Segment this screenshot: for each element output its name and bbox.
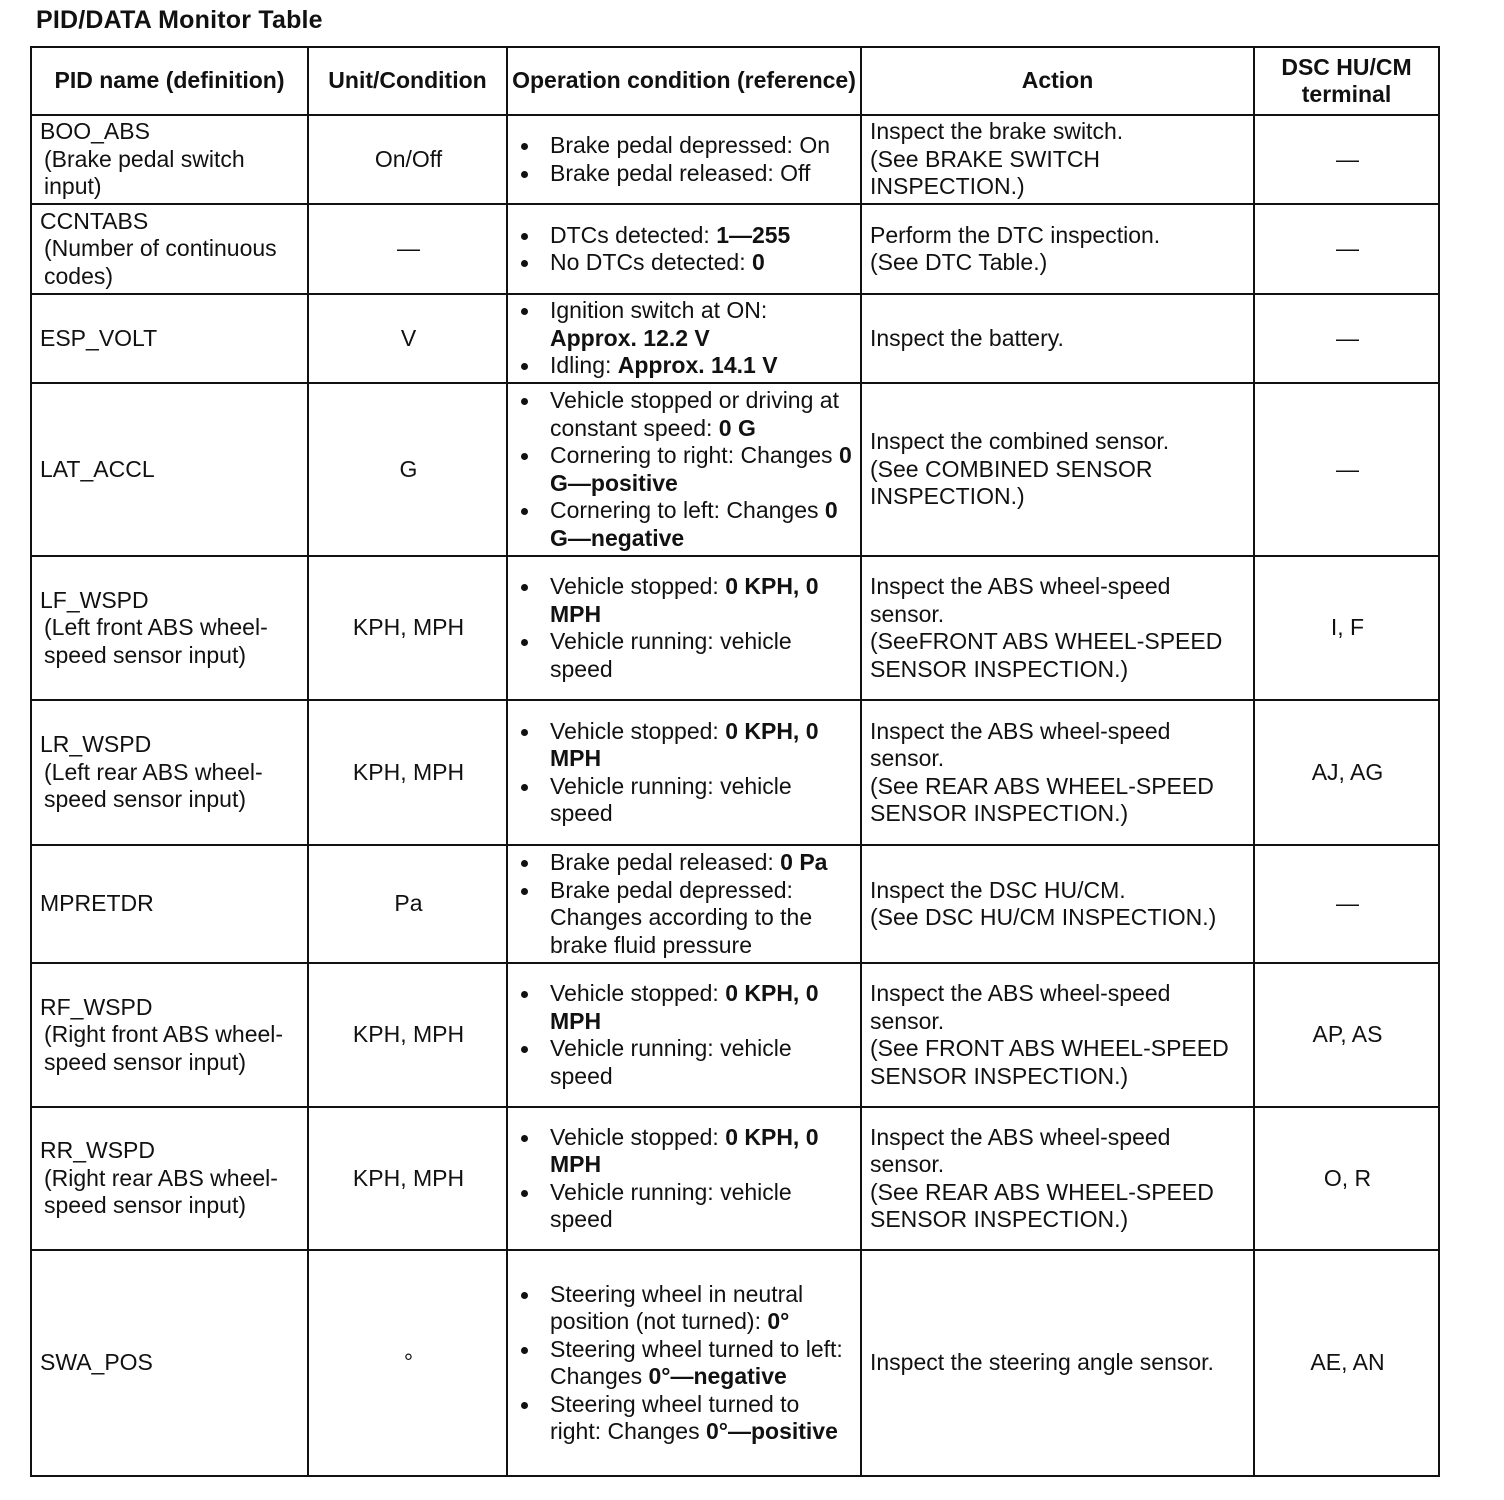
action-line: Inspect the steering angle sensor. — [870, 1349, 1214, 1376]
pid-name: LR_WSPD — [40, 731, 152, 758]
header-terminal: DSC HU/CM terminal — [1254, 47, 1439, 115]
terminal-cell: AP, AS — [1254, 963, 1439, 1107]
condition-text: Brake pedal released: Off — [550, 159, 811, 186]
condition-list — [516, 297, 854, 380]
table-body — [31, 115, 1439, 1476]
header-unit-condition: Unit/Condition — [308, 47, 507, 115]
pid-definition: (Left front ABS wheel-speed sensor input) — [44, 614, 268, 668]
operation-condition-cell — [507, 294, 861, 383]
action-cell — [861, 204, 1254, 294]
condition-text: Vehicle running: vehicle speed — [550, 628, 792, 682]
condition-list — [516, 1281, 854, 1446]
action-line: (See COMBINED SENSOR INSPECTION.) — [870, 455, 1153, 510]
operation-condition-cell — [507, 204, 861, 294]
condition-text: Steering wheel turned to left: Changes — [550, 1335, 843, 1389]
condition-item — [516, 849, 854, 877]
condition-value: Approx. 14.1 V — [617, 352, 778, 379]
pid-name: BOO_ABS — [40, 118, 150, 145]
pid-name-cell — [31, 1107, 308, 1250]
pid-name-cell — [31, 556, 308, 700]
header-row — [31, 47, 1439, 115]
operation-condition-cell — [507, 845, 861, 963]
condition-text: Vehicle stopped or driving at constant speed: — [550, 387, 839, 441]
unit-cell: On/Off — [308, 115, 507, 204]
action-line: Inspect the ABS wheel-speed sensor. — [870, 980, 1171, 1034]
table-row — [31, 1107, 1439, 1250]
condition-value: 0 KPH, 0 MPH — [550, 573, 819, 627]
action-line: Perform the DTC inspection. — [870, 221, 1161, 248]
condition-text: Ignition switch at ON: — [550, 297, 768, 324]
terminal-cell: I, F — [1254, 556, 1439, 700]
condition-text: Cornering to left: Changes — [550, 497, 825, 523]
condition-value: 0 G—negative — [550, 497, 838, 551]
condition-text: Brake pedal released: — [550, 849, 781, 875]
action-line: Inspect the DSC HU/CM. — [870, 876, 1126, 903]
pid-definition: (Brake pedal switch input) — [44, 145, 245, 200]
unit-cell: KPH, MPH — [308, 556, 507, 700]
action-line: (See REAR ABS WHEEL-SPEED SENSOR INSPECTION.) — [870, 1178, 1214, 1232]
condition-value: Approx. 12.2 V — [550, 324, 710, 351]
action-line: (See DTC Table.) — [870, 249, 1048, 275]
condition-item — [516, 497, 854, 552]
condition-text: Vehicle stopped: — [550, 717, 726, 744]
header-pid-name: PID name (definition) — [31, 47, 308, 115]
action-line: (See REAR ABS WHEEL-SPEED SENSOR INSPECTION.) — [870, 772, 1214, 826]
condition-text: DTCs detected: — [550, 221, 717, 248]
pid-name-cell — [31, 383, 308, 556]
table-row — [31, 845, 1439, 963]
condition-text: Brake pedal depressed: Changes according to the brake fluid pressure — [550, 876, 813, 958]
operation-condition-cell — [507, 1107, 861, 1250]
terminal-cell: — — [1254, 383, 1439, 556]
pid-name: RF_WSPD — [40, 993, 153, 1020]
operation-condition-cell — [507, 1250, 861, 1476]
terminal-cell: — — [1254, 845, 1439, 963]
action-line: Inspect the combined sensor. — [870, 428, 1170, 455]
action-line: Inspect the ABS wheel-speed sensor. — [870, 717, 1171, 771]
table-row — [31, 556, 1439, 700]
condition-value: 0 G—positive — [550, 442, 852, 496]
pid-name: CCNTABS — [40, 207, 149, 234]
unit-cell: ° — [308, 1250, 507, 1476]
condition-text: Vehicle running: vehicle speed — [550, 1035, 792, 1089]
table-row — [31, 963, 1439, 1107]
table-row — [31, 294, 1439, 383]
condition-text: Steering wheel in neutral position (not turned): — [550, 1280, 804, 1334]
condition-item — [516, 773, 854, 828]
terminal-cell: — — [1254, 204, 1439, 294]
pid-name: MPRETDR — [40, 890, 154, 917]
pid-name: ESP_VOLT — [40, 324, 158, 351]
pid-definition: (Right rear ABS wheel-speed sensor input) — [44, 1164, 278, 1219]
table-row — [31, 383, 1439, 556]
pid-name-cell — [31, 204, 308, 294]
condition-list — [516, 718, 854, 828]
action-cell — [861, 115, 1254, 204]
condition-list — [516, 1124, 854, 1234]
condition-text: Brake pedal depressed: On — [550, 132, 831, 158]
condition-item — [516, 249, 854, 277]
action-line: Inspect the battery. — [870, 324, 1064, 351]
table-row — [31, 1250, 1439, 1476]
condition-item — [516, 980, 854, 1035]
unit-cell: Pa — [308, 845, 507, 963]
pid-definition: (Right front ABS wheel-speed sensor input) — [44, 1021, 284, 1075]
action-line: Inspect the brake switch. — [870, 118, 1124, 145]
unit-cell: G — [308, 383, 507, 556]
condition-list — [516, 387, 854, 552]
pid-name-cell — [31, 700, 308, 845]
unit-cell: — — [308, 204, 507, 294]
action-line: (See BRAKE SWITCH INSPECTION.) — [870, 145, 1101, 200]
terminal-cell: — — [1254, 115, 1439, 204]
pid-name: SWA_POS — [40, 1349, 153, 1376]
unit-cell: V — [308, 294, 507, 383]
condition-list — [516, 132, 854, 187]
pid-name: RR_WSPD — [40, 1137, 156, 1164]
page-title: PID/DATA Monitor Table — [36, 6, 323, 34]
condition-value: 0° — [767, 1308, 790, 1334]
condition-text: Vehicle stopped: — [550, 1123, 726, 1150]
condition-value: 0 Pa — [780, 849, 828, 875]
action-line: Inspect the ABS wheel-speed sensor. — [870, 573, 1171, 627]
terminal-cell: O, R — [1254, 1107, 1439, 1250]
action-line: (SeeFRONT ABS WHEEL-SPEED SENSOR INSPECTION.) — [870, 628, 1223, 682]
condition-value: 1—255 — [716, 221, 791, 248]
operation-condition-cell — [507, 383, 861, 556]
condition-text: Cornering to right: Changes — [550, 442, 839, 468]
condition-text: Vehicle running: vehicle speed — [550, 1178, 792, 1232]
condition-value: 0 — [751, 249, 765, 275]
condition-list — [516, 849, 854, 959]
action-line: Inspect the ABS wheel-speed sensor. — [870, 1123, 1171, 1177]
condition-item — [516, 573, 854, 628]
action-line: (See FRONT ABS WHEEL-SPEED SENSOR INSPECTION.) — [870, 1035, 1229, 1089]
action-line: (See DSC HU/CM INSPECTION.) — [870, 904, 1217, 930]
pid-name-cell — [31, 294, 308, 383]
condition-text: Idling: — [550, 352, 618, 379]
condition-item — [516, 222, 854, 250]
terminal-cell: — — [1254, 294, 1439, 383]
operation-condition-cell — [507, 115, 861, 204]
condition-list — [516, 573, 854, 683]
condition-list — [516, 222, 854, 277]
unit-cell: KPH, MPH — [308, 700, 507, 845]
condition-text: Steering wheel turned to right: Changes — [550, 1390, 800, 1444]
condition-value: 0 KPH, 0 MPH — [550, 980, 819, 1034]
header-operation-condition: Operation condition (reference) — [507, 47, 861, 115]
pid-name: LAT_ACCL — [40, 455, 155, 482]
action-cell — [861, 294, 1254, 383]
operation-condition-cell — [507, 556, 861, 700]
pid-definition: (Number of continuous codes) — [44, 235, 277, 289]
condition-item — [516, 1035, 854, 1090]
condition-item — [516, 132, 854, 160]
condition-item — [516, 442, 854, 497]
condition-list — [516, 980, 854, 1090]
pid-name-cell — [31, 115, 308, 204]
action-cell — [861, 700, 1254, 845]
condition-text: Vehicle stopped: — [550, 573, 726, 599]
terminal-cell: AJ, AG — [1254, 700, 1439, 845]
pid-name-cell — [31, 845, 308, 963]
condition-value: 0 KPH, 0 MPH — [550, 1123, 819, 1177]
pid-name-cell — [31, 963, 308, 1107]
table-row — [31, 204, 1439, 294]
condition-text: No DTCs detected: — [550, 249, 752, 275]
condition-value: 0°—positive — [705, 1418, 838, 1444]
action-cell — [861, 963, 1254, 1107]
condition-text: Vehicle stopped: — [550, 980, 726, 1006]
pid-definition: (Left rear ABS wheel-speed sensor input) — [44, 758, 263, 813]
condition-item — [516, 352, 854, 380]
condition-value: 0 G — [718, 414, 756, 441]
pid-name-cell — [31, 1250, 308, 1476]
condition-value: 0°—negative — [648, 1363, 787, 1389]
header-action: Action — [861, 47, 1254, 115]
action-cell — [861, 1250, 1254, 1476]
condition-item — [516, 628, 854, 683]
action-cell — [861, 383, 1254, 556]
condition-item — [516, 297, 854, 352]
pid-data-monitor-table — [30, 46, 1440, 1477]
operation-condition-cell — [507, 963, 861, 1107]
condition-item — [516, 1124, 854, 1179]
condition-item — [516, 1179, 854, 1234]
action-cell — [861, 1107, 1254, 1250]
condition-item — [516, 160, 854, 188]
condition-text: Vehicle running: vehicle speed — [550, 772, 792, 826]
action-cell — [861, 845, 1254, 963]
condition-value: 0 KPH, 0 MPH — [550, 717, 819, 771]
condition-item — [516, 877, 854, 960]
condition-item — [516, 1336, 854, 1391]
condition-item — [516, 1281, 854, 1336]
condition-item — [516, 718, 854, 773]
table-row — [31, 115, 1439, 204]
pid-name: LF_WSPD — [40, 586, 149, 613]
table-row — [31, 700, 1439, 845]
terminal-cell: AE, AN — [1254, 1250, 1439, 1476]
unit-cell: KPH, MPH — [308, 963, 507, 1107]
unit-cell: KPH, MPH — [308, 1107, 507, 1250]
operation-condition-cell — [507, 700, 861, 845]
condition-item — [516, 387, 854, 442]
condition-item — [516, 1391, 854, 1446]
action-cell — [861, 556, 1254, 700]
